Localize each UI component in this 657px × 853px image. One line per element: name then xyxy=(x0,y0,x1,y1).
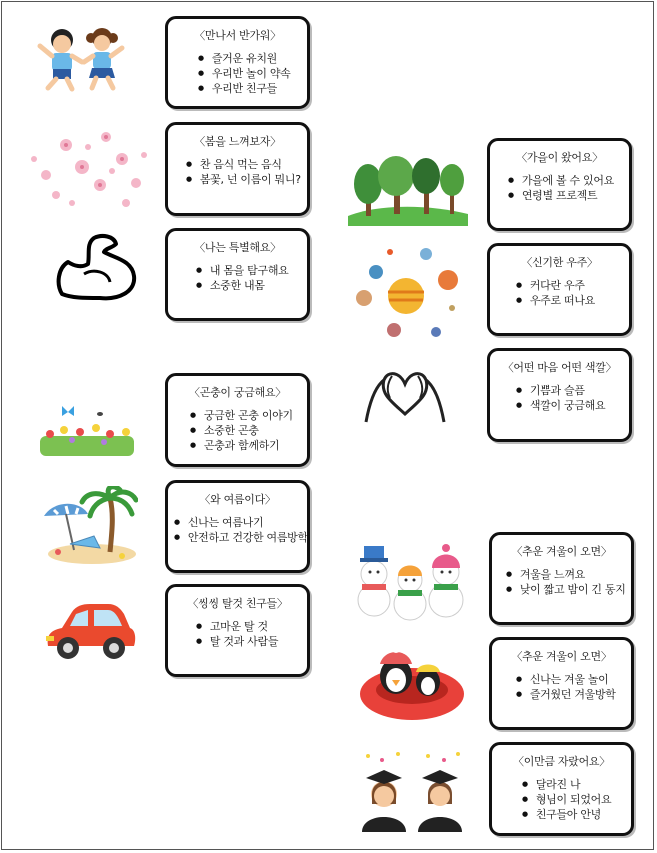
card-title: 〈와 여름이다〉 xyxy=(199,493,276,506)
list-item: ● 신나는 여름나기 xyxy=(174,515,301,530)
card-title: 〈가을이 왔어요〉 xyxy=(516,151,603,164)
list-item: ● 색깔이 궁금해요 xyxy=(516,398,623,413)
list-item: ● 곤충과 함께하기 xyxy=(190,438,301,453)
card-meeting xyxy=(165,16,310,109)
list-item: ● 우리반 놀이 약속 xyxy=(198,66,301,81)
list-item: ● 형님이 되었어요 xyxy=(522,792,625,807)
card-feelings xyxy=(487,348,632,442)
card-title: 〈곤충이 궁금해요〉 xyxy=(189,386,286,399)
card-winter-2 xyxy=(489,637,634,730)
graduates-icon xyxy=(358,750,468,832)
penguin-sled-icon xyxy=(356,640,466,724)
card-summer xyxy=(165,480,310,573)
list-item: ● 소중한 곤충 xyxy=(190,423,301,438)
trees-icon xyxy=(348,156,468,226)
card-space xyxy=(487,243,632,336)
list-item: ● 가을에 볼 수 있어요 xyxy=(508,173,623,188)
list-item: ● 즐거운 유치원 xyxy=(198,51,301,66)
card-grown-up xyxy=(489,742,634,836)
snowmen-icon xyxy=(354,540,466,624)
list-item: ● 내 몸을 탐구해요 xyxy=(196,263,301,278)
list-item: ● 우리반 친구들 xyxy=(198,81,301,96)
card-title: 〈만나서 반가워〉 xyxy=(194,29,281,42)
list-item: ● 우주로 떠나요 xyxy=(516,293,623,308)
list-item: ● 연령별 프로젝트 xyxy=(508,188,623,203)
card-spring xyxy=(165,122,310,216)
list-item: ● 친구들아 안녕 xyxy=(522,807,625,822)
list-item: ● 겨울을 느껴요 xyxy=(506,567,625,582)
list-item: ● 찬 음식 먹는 음식 xyxy=(186,157,301,172)
planets-icon xyxy=(352,246,464,340)
list-item: ● 낮이 짧고 밤이 긴 동지 xyxy=(506,582,625,597)
card-title: 〈어떤 마음 어떤 색깔〉 xyxy=(502,361,617,374)
list-item: ● 고마운 탈 것 xyxy=(196,619,301,634)
card-winter-1 xyxy=(489,532,634,625)
heart-hands-icon xyxy=(362,364,448,426)
list-item: ● 탈 것과 사람들 xyxy=(196,634,301,649)
flexed-arm-icon xyxy=(54,232,138,304)
card-title: 〈신기한 우주〉 xyxy=(521,256,598,269)
list-item: ● 기쁨과 슬픔 xyxy=(516,383,623,398)
card-title: 〈추운 겨울이 오면〉 xyxy=(511,650,612,663)
card-title: 〈봄을 느껴보자〉 xyxy=(194,135,281,148)
card-insects xyxy=(165,373,310,467)
car-icon xyxy=(42,600,138,664)
card-title: 〈나는 특별해요〉 xyxy=(194,241,281,254)
list-item: ● 안전하고 건강한 여름방학 xyxy=(174,530,301,545)
list-item: ● 신나는 겨울 놀이 xyxy=(516,672,625,687)
list-item: ● 커다란 우주 xyxy=(516,278,623,293)
card-title: 〈씽씽 탈것 친구들〉 xyxy=(187,597,288,610)
list-item: ● 즐거웠던 겨울방학 xyxy=(516,687,625,702)
card-title: 〈추운 겨울이 오면〉 xyxy=(511,545,612,558)
beach-icon xyxy=(40,486,138,566)
list-item: ● 궁금한 곤충 이야기 xyxy=(190,408,301,423)
card-vehicles xyxy=(165,584,310,677)
insect-garden-icon xyxy=(40,402,134,456)
cherry-blossom-icon xyxy=(26,125,154,211)
card-autumn xyxy=(487,138,632,231)
list-item: ● 봄꽃, 넌 이름이 뭐니? xyxy=(186,172,301,187)
kids-icon xyxy=(36,26,128,94)
list-item: ● 달라진 나 xyxy=(522,777,625,792)
list-item: ● 소중한 내몸 xyxy=(196,278,301,293)
card-title: 〈이만큼 자랐어요〉 xyxy=(513,755,610,768)
card-special xyxy=(165,228,310,321)
